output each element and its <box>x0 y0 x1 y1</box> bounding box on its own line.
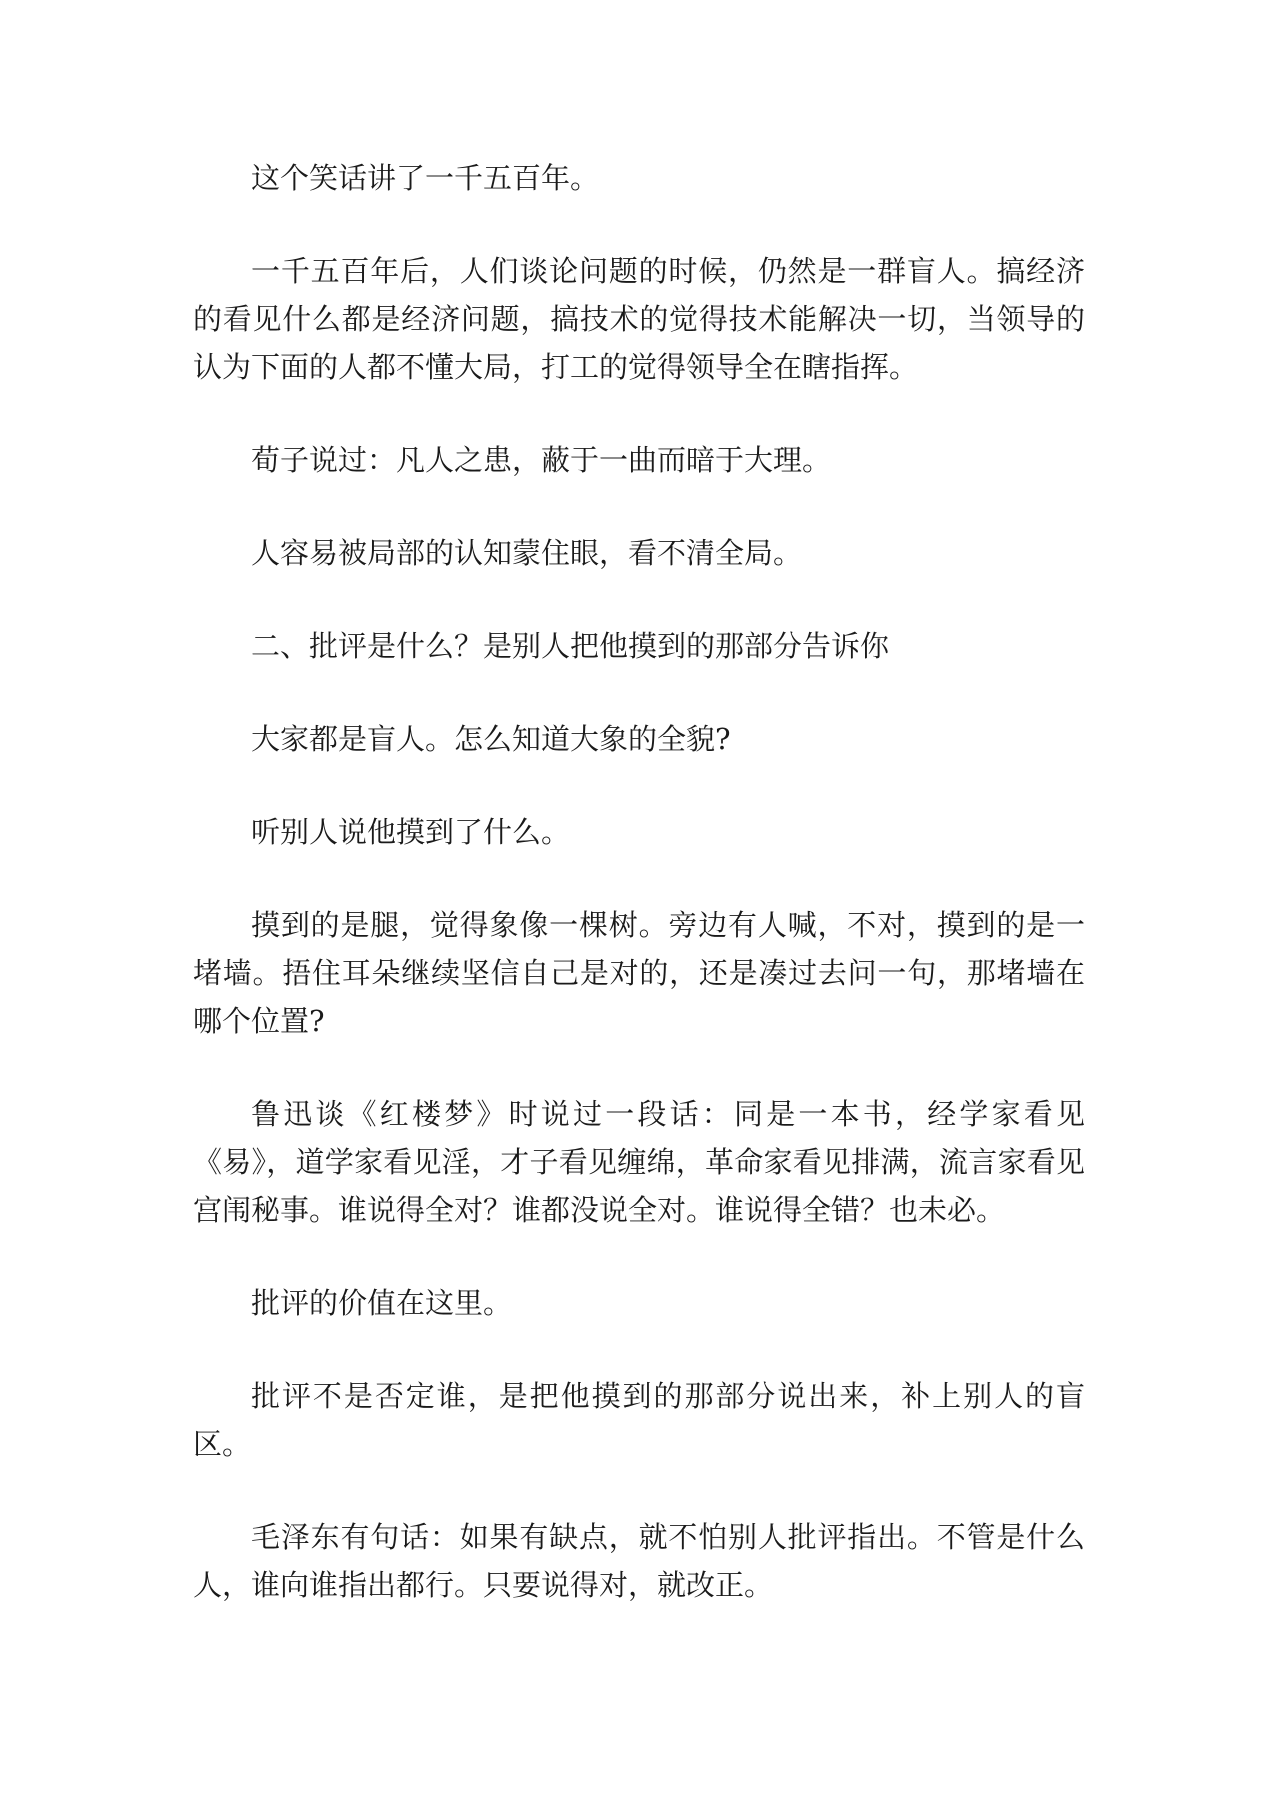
paragraph-blind-men-today: 一千五百年后，人们谈论问题的时候，仍然是一群盲人。搞经济的看见什么都是经济问题，搞技术的觉得技术能解决一切，当领导的认为下面的人都不懂大局，打工的觉得领导全在瞎指挥。 <box>193 254 1085 384</box>
paragraph-local-cognition: 人容易被局部的认知蒙住眼，看不清全局。 <box>251 536 803 570</box>
paragraph-criticism-definition: 批评不是否定谁，是把他摸到的那部分说出来，补上别人的盲区。 <box>193 1379 1085 1461</box>
paragraph-luxun-quote: 鲁迅谈《红楼梦》时说过一段话：同是一本书，经学家看见《易》，道学家看见淫，才子看见缠绵，革命家看见排满，流言家看见宫闱秘事。谁说得全对？谁都没说全对。谁说得全错？也未必。 <box>193 1097 1085 1227</box>
paragraph-all-blind: 大家都是盲人。怎么知道大象的全貌? <box>251 722 731 756</box>
paragraph-value-of-criticism: 批评的价值在这里。 <box>251 1286 513 1320</box>
paragraph-leg-and-wall: 摸到的是腿，觉得象像一棵树。旁边有人喊，不对，摸到的是一堵墙。捂住耳朵继续坚信自己是对的，还是凑过去问一句，那堵墙在哪个位置? <box>193 908 1085 1038</box>
paragraph-mao-quote: 毛泽东有句话：如果有缺点，就不怕别人批评指出。不管是什么人，谁向谁指出都行。只要说得对，就改正。 <box>193 1520 1085 1602</box>
paragraph-xunzi-quote: 荀子说过：凡人之患，蔽于一曲而暗于大理。 <box>251 443 832 477</box>
section-heading-criticism: 二、批评是什么？是别人把他摸到的那部分告诉你 <box>251 629 890 663</box>
paragraph-listen-others: 听别人说他摸到了什么。 <box>251 815 571 849</box>
document-body <box>193 154 1085 1654</box>
paragraph-joke-duration: 这个笑话讲了一千五百年。 <box>251 161 600 195</box>
